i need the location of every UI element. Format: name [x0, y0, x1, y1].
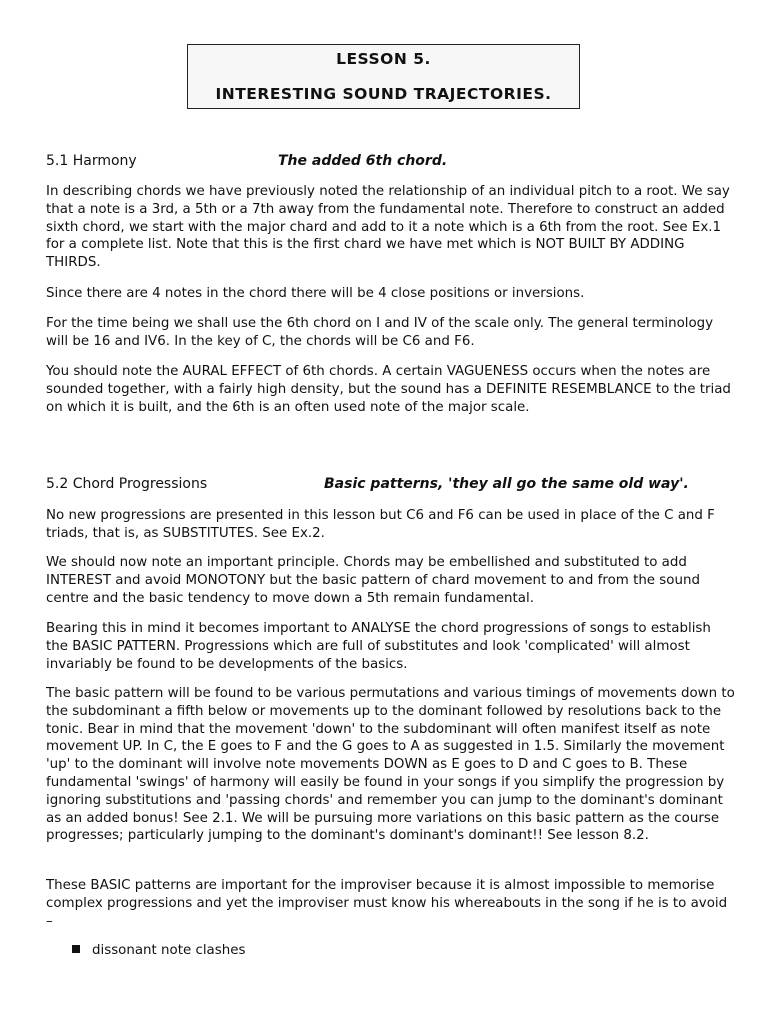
lesson-title-box [187, 44, 580, 109]
section-subtitle: The added 6th chord. [278, 153, 448, 169]
section-heading-harmony [46, 153, 726, 173]
section-label: 5.2 Chord Progressions [46, 476, 208, 492]
paragraph: In describing chords we have previously noted the relationship of an individual pitch to a root. We say that a note is a 3rd, a 5th or a 7th away from the fundamental note. Therefore to construct an added sixth chord, we start with the major chard and add to it a note which is a 6th from the root. See Ex.1 for a complete list. Note that this is the first chard we have met which is NOT BUILT BY ADDING THIRDS. [46, 184, 730, 271]
paragraph: No new progressions are presented in this lesson but C6 and F6 can be used in place of the C and F triads, that is, as SUBSTITUTES. See Ex.2. [46, 508, 715, 541]
paragraph: These BASIC patterns are important for the improviser because it is almost impossible to memorise complex progressions and yet the improviser must know his whereabouts in the song if he is to avoid – [46, 878, 728, 929]
section-heading-chord-progressions [46, 476, 726, 496]
paragraph: Since there are 4 notes in the chord there will be 4 close positions or inversions. [46, 286, 585, 301]
paragraph: Bearing this in mind it becomes important to ANALYSE the chord progressions of songs to establish the BASIC PATTERN. Progressions which are full of substitutes and look 'complicated' will almost invariably be found to be developments of the basics. [46, 621, 711, 672]
bullet-text: dissonant note clashes [92, 943, 246, 958]
square-bullet-icon [72, 945, 80, 953]
paragraph: For the time being we shall use the 6th chord on I and IV of the scale only. The general terminology will be 16 and IV6. In the key of C, the chords will be C6 and F6. [46, 316, 714, 349]
bullet-item [72, 942, 672, 960]
section-subtitle: Basic patterns, 'they all go the same old way'. [324, 476, 689, 492]
paragraph: We should now note an important principle. Chords may be embellished and substituted to add INTEREST and avoid MONOTONY but the basic pattern of chard movement to and from the sound centre and the basic tendency to move down a 5th remain fundamental. [46, 555, 700, 606]
lesson-title: INTERESTING SOUND TRAJECTORIES. [215, 85, 552, 103]
lesson-number: LESSON 5. [336, 50, 431, 68]
paragraph: The basic pattern will be found to be various permutations and various timings of movements down to the subdominant a fifth below or movements up to the dominant followed by resolutions back to the tonic. Bear in mind that the movement 'down' to the subdominant will often manifest itself as note movement UP. In C, the E goes to F and the G goes to A as suggested in 1.5. Similarly the movement 'up' to the dominant will involve note movements DOWN as E goes to D and C goes to B. These fundamental 'swings' of harmony will easily be found in your songs if you simplify the progression by ignoring substitutions and 'passing chords' and remember you can jump to the dominant's dominant as an added bonus! See 2.1. We will be pursuing more variations on this basic pattern as the course progresses; particularly jumping to the dominant's dominant's dominant!! See lesson 8.2. [46, 686, 735, 844]
section-label: 5.1 Harmony [46, 153, 137, 169]
paragraph: You should note the AURAL EFFECT of 6th chords. A certain VAGUENESS occurs when the notes are sounded together, with a fairly high density, but the sound has a DEFINITE RESEMBLANCE to the triad on which it is built, and the 6th is an often used note of the major scale. [46, 364, 731, 415]
